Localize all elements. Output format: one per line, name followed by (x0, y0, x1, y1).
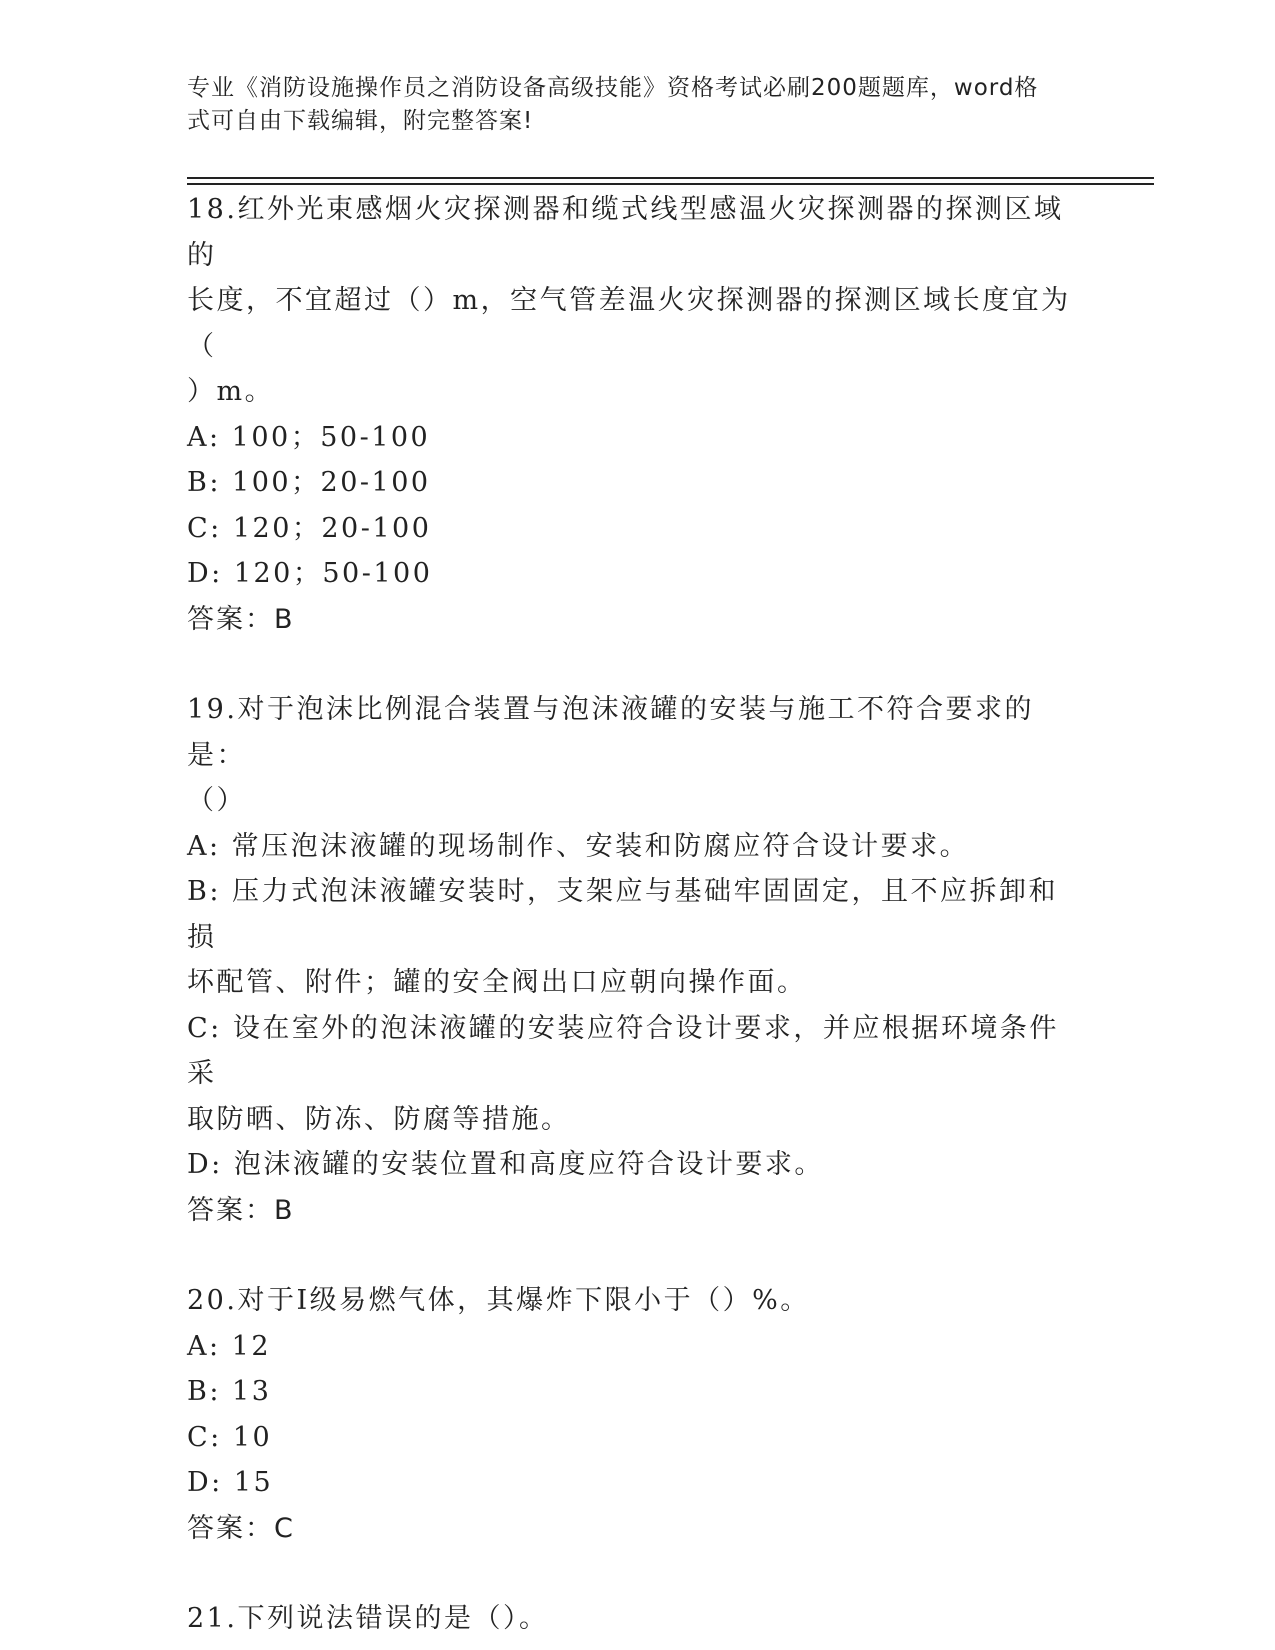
answer-line: 答案：C (187, 1512, 295, 1544)
header-line-1: 专业《消防设施操作员之消防设备高级技能》资格考试必刷200题题库，word格 (187, 75, 1039, 101)
question-text-line: 21.下列说法错误的是（）。 (187, 1603, 549, 1634)
option-b: B: 13 (187, 1376, 272, 1407)
question-20 (187, 1278, 1087, 1551)
question-18 (187, 187, 1087, 642)
question-21 (187, 1596, 1087, 1642)
option-d: D: 泡沫液罐的安装位置和高度应符合设计要求。 (187, 1149, 824, 1180)
option-b: B: 压力式泡沫液罐安装时，支架应与基础牢固固定，且不应拆卸和损 (187, 876, 1059, 953)
option-c-continued: 取防晒、防冻、防腐等措施。 (187, 1103, 571, 1135)
question-text-line: 长度，不宜超过（）m，空气管差温火灾探测器的探测区域长度宜为（ (187, 285, 1071, 362)
option-c: C: 120；20-100 (187, 512, 432, 544)
header-divider-top (187, 177, 1154, 179)
question-19 (187, 687, 1087, 1233)
option-c: C: 10 (187, 1421, 273, 1453)
spacer (187, 1551, 1087, 1596)
question-text-line: 18.红外光束感烟火灾探测器和缆式线型感温火灾探测器的探测区域的 (187, 194, 1064, 271)
option-d: D: 120；50-100 (187, 558, 433, 589)
spacer (187, 642, 1087, 687)
question-list (187, 187, 1087, 1642)
header-divider-bottom (187, 183, 1154, 185)
spacer (187, 1233, 1087, 1278)
option-b-continued: 坏配管、附件；罐的安全阀出口应朝向操作面。 (187, 967, 807, 998)
question-text-line: 19.对于泡沫比例混合装置与泡沫液罐的安装与施工不符合要求的是： (187, 694, 1034, 771)
option-b: B: 100；20-100 (187, 467, 431, 498)
question-text-line: ）m。 (187, 376, 275, 407)
answer-line: 答案：B (187, 603, 295, 635)
option-a: A: 100；50-100 (187, 421, 431, 453)
document-header (187, 72, 1067, 138)
answer-line: 答案：B (187, 1194, 295, 1226)
option-a: A: 常压泡沫液罐的现场制作、安装和防腐应符合设计要求。 (187, 830, 970, 862)
question-text-line: 20.对于Ⅰ级易燃气体，其爆炸下限小于（）%。 (187, 1285, 810, 1316)
option-d: D: 15 (187, 1467, 274, 1498)
header-line-2: 式可自由下载编辑，附完整答案! (187, 108, 534, 134)
question-text-line: （） (187, 785, 246, 816)
option-a: A: 12 (187, 1330, 272, 1362)
option-c: C: 设在室外的泡沫液罐的安装应符合设计要求，并应根据环境条件采 (187, 1012, 1059, 1089)
